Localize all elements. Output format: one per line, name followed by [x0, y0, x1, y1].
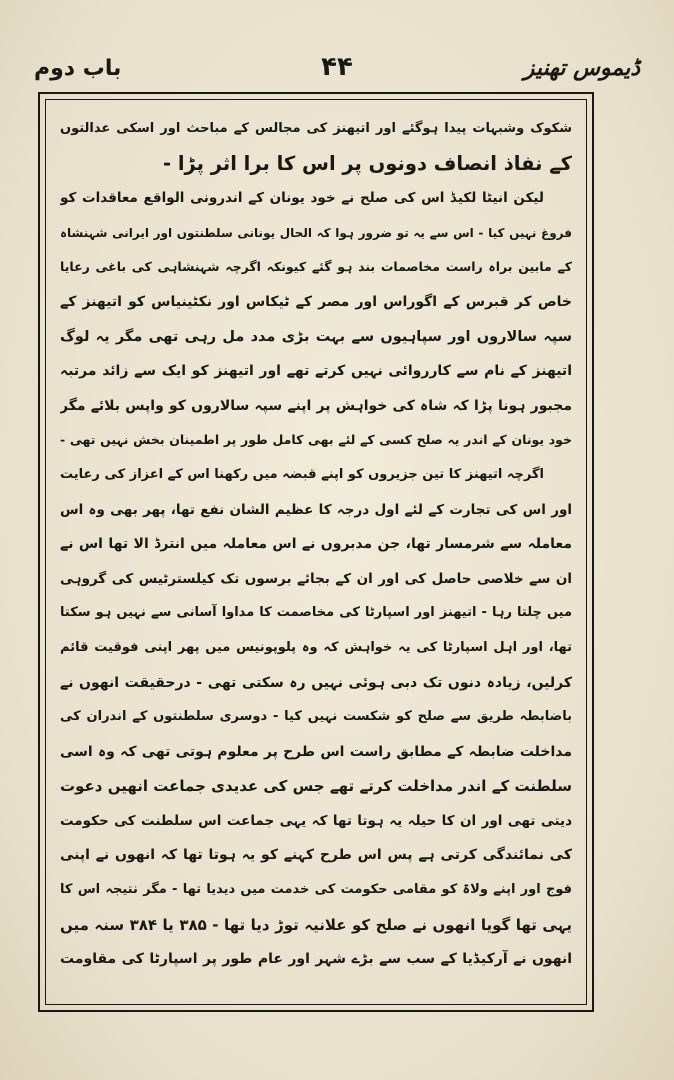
text-line: کی نمائندگی کرتی ہے پس اس طرح کہنے کو یہ ہوتا تھا کہ انھوں نے اپنی	[60, 847, 572, 864]
body-text	[60, 112, 572, 990]
chapter-label: باب دوم	[34, 56, 122, 81]
text-line: تھا، اور اہل اسپارٹا کی یہ خواہش کہ وہ پلوپونیس میں پھر اپنی فوقیت قائم	[60, 639, 572, 655]
text-line: معاملہ سے شرمسار تھا، جن مدبروں نے اس معاملہ میں انترڈ الا تھا اس نے	[60, 536, 572, 553]
text-line: کرلیں، زیادہ دنوں تک دبی ہوئی نہیں رہ سکتی تھی - درحقیقت انھوں نے	[60, 674, 572, 691]
page-frame	[38, 92, 594, 1012]
text-line: میں چلتا رہا - اتیھنز اور اسپارٹا کی مخاصمت کا مداوا آسانی سے نہیں ہو سکتا	[60, 605, 572, 621]
text-line: سلطنت کے اندر مداخلت کرتے تھے جس کی عدیدی جماعت انھیں دعوت	[60, 777, 572, 796]
running-head	[34, 52, 640, 92]
text-line: لیکن انیٹا لکیڈ اس کی صلح نے خود یونان کے اندرونی الواقع معاقدات کو	[60, 190, 544, 207]
book-title: ڈیموس تھنیز	[523, 56, 640, 81]
text-line: مجبور ہونا پڑا کہ شاہ کی خواہش پر اپنے سپہ سالاروں کو واپس بلائے مگر	[60, 397, 572, 414]
text-line: اور اس کی تجارت کے لئے اول درجہ کا عظیم الشان نفع تھا، پھر بھی وہ اس	[60, 501, 572, 518]
page-number: ۴۴	[321, 52, 353, 82]
text-line: خاص کر قبرس کے اگوراس اور مصر کے ٹیکاس اور نکٹینیاس کو اتیھنز کے	[60, 293, 572, 310]
text-line: اگرچہ اتیھنز کا تین جزیروں کو اپنے قبضہ میں رکھنا اس کے اعزاز کی رعایت	[60, 466, 544, 482]
text-line: دیتی تھی اور ان کا حیلہ یہ ہوتا تھا کہ یہی جماعت اس سلطنت کی حکومت	[60, 812, 572, 829]
text-line: فروغ نہیں کیا - اس سے یہ تو ضرور ہوا کہ الحال یونانی سلطنتوں اور ایرانی شہنشاہ	[60, 225, 572, 240]
text-line: اتیھنز کے نام سے کارروائی نہیں کرتے تھے اور اتیھنز کو ایک سے زائد مرتبہ	[60, 363, 572, 380]
text-line: خود یونان کے اندر یہ صلح کسی کے لئے بھی کامل طور پر اطمینان بخش نہیں تھی -	[60, 432, 572, 448]
text-line: مداخلت ضابطہ کے مطابق راست اس طرح پر معلوم ہوتی تھی کہ وہ اسی	[60, 743, 572, 760]
text-line: کے نفاذ انصاف دونوں پر اس کا برا اثر پڑا -	[162, 151, 572, 175]
text-line: فوج اور اپنے ولاۃ کو مقامی حکومت کی خدمت میں دیدیا تھا - مگر نتیجہ اس کا	[60, 882, 572, 898]
text-line: شکوک وشبہات پیدا ہوگئے اور اتیھنز کی مجالس کے مباحث اور اسکی عدالتوں	[60, 121, 572, 136]
text-line: باضابطہ طریق سے صلح کو شکست نہیں کیا - دوسری سلطنتوں کے اندران کی	[60, 709, 572, 725]
text-line: یہی تھا گویا انھوں نے صلح کو علانیہ توڑ دیا تھا - ۳۸۵ یا ۳۸۴ سنہ میں	[60, 915, 572, 934]
text-line: کے مابین براہ راست مخاصمات بند ہو گئے کیونکہ اگرچہ شہنشاہی کی باغی رعایا	[60, 259, 572, 275]
page-frame-inner	[45, 99, 587, 1005]
text-line: سپہ سالاروں اور سپاہیوں سے بہت بڑی مدد مل رہی تھی مگر یہ لوگ	[60, 328, 572, 345]
text-line: انھوں نے آرکیڈیا کے سب سے بڑے شہر اور عام طور پر اسپارٹا کی مقاومت	[60, 951, 572, 968]
text-line: ان سے خلاصی حاصل کی اور ان کے بجائے برسوں تک کیلسترٹیس کی گروہی	[60, 570, 572, 587]
